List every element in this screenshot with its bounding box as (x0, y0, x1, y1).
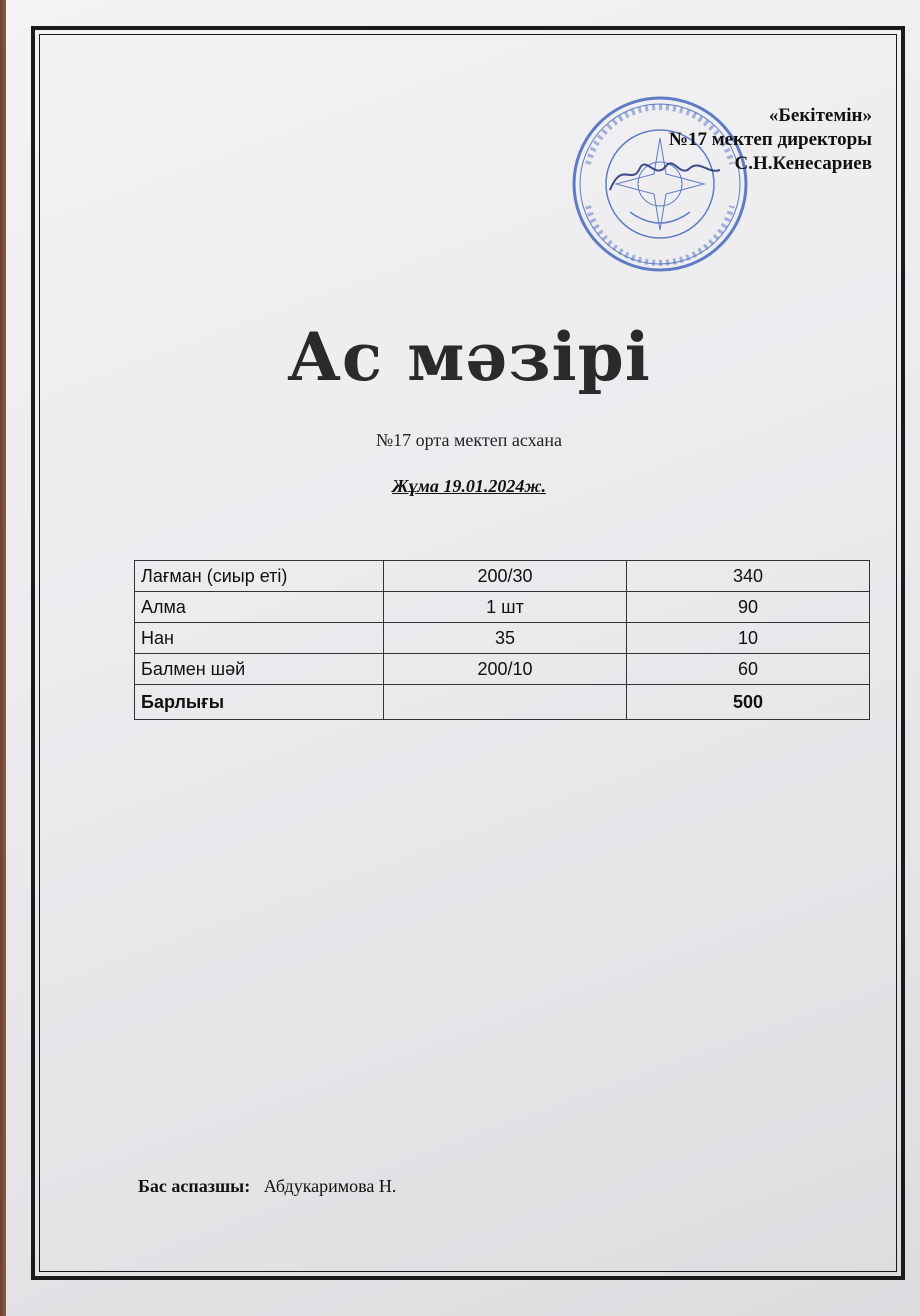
approval-director-name: С.Н.Кенесариев (734, 153, 872, 174)
approval-position: №17 мектеп директоры (668, 129, 872, 150)
total-portion-cell (384, 685, 627, 720)
total-label-cell: Барлығы (135, 685, 384, 720)
head-cook-line (138, 1176, 396, 1197)
portion-cell: 1 шт (384, 592, 627, 623)
table-row (135, 561, 870, 592)
table-row (135, 592, 870, 623)
portion-cell: 200/10 (384, 654, 627, 685)
document-title: Ас мәзірі (287, 318, 651, 396)
portion-cell: 200/30 (384, 561, 627, 592)
approval-heading: «Бекітемін» (768, 105, 872, 126)
document-subtitle: №17 орта мектеп асхана (375, 430, 562, 450)
dish-name-cell: Балмен шәй (135, 654, 384, 685)
value-cell: 340 (627, 561, 870, 592)
table-row (135, 623, 870, 654)
head-cook-label: Бас аспазшы: (138, 1176, 251, 1196)
portion-cell: 35 (384, 623, 627, 654)
approval-block (552, 104, 872, 176)
total-value-cell: 500 (627, 685, 870, 720)
menu-table (134, 560, 870, 720)
dish-name-cell: Лағман (сиыр еті) (135, 561, 384, 592)
head-cook-name: Абдукаримова Н. (263, 1176, 397, 1196)
total-row (135, 685, 870, 720)
menu-date: Жұма 19.01.2024ж. (392, 476, 546, 496)
dish-name-cell: Нан (135, 623, 384, 654)
value-cell: 10 (627, 623, 870, 654)
value-cell: 60 (627, 654, 870, 685)
value-cell: 90 (627, 592, 870, 623)
head-cook-spacer (255, 1176, 264, 1196)
dish-name-cell: Алма (135, 592, 384, 623)
table-row (135, 654, 870, 685)
